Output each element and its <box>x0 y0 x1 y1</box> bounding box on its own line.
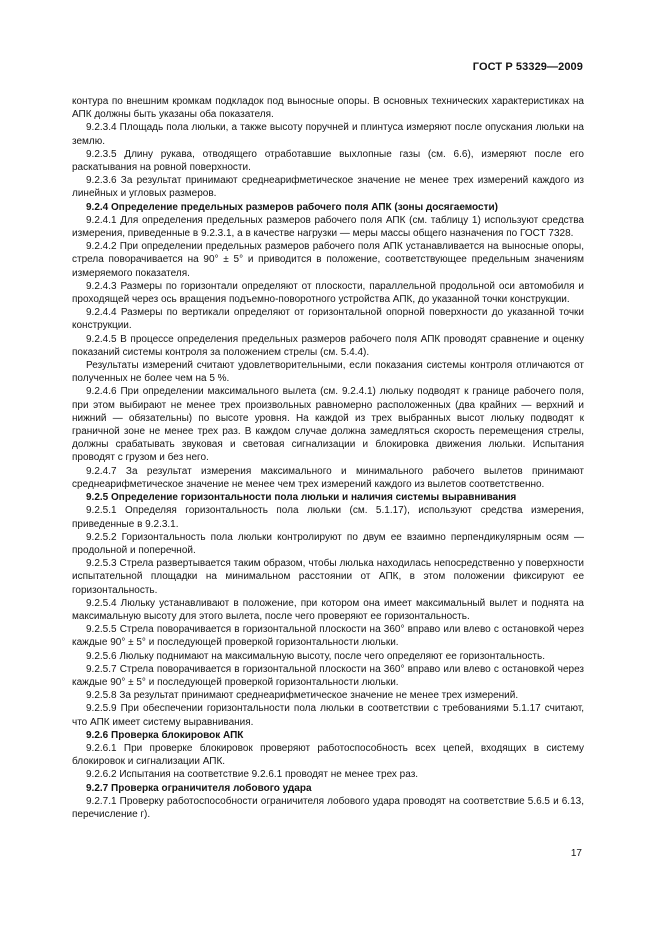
paragraph: 9.2.4.2 При определении предельных размеров рабочего поля АПК устанавливается на выносные опоры, стрела поворачивается на 90° ± 5° и приводится в положение, соответствующее предельным значениям измеряемого показателя. <box>72 241 584 279</box>
section-heading: 9.2.7 Проверка ограничителя лобового удара <box>86 782 312 794</box>
paragraph: 9.2.5.6 Люльку поднимают на максимальную высоту, после чего определяют ее горизонтальность. <box>86 650 545 662</box>
paragraph: 9.2.4.7 За результат измерения максимального и минимального рабочего вылетов принимают среднеарифметическое значение не менее чем трех измерений каждого из вылетов соответственно. <box>72 465 584 490</box>
paragraph: 9.2.3.5 Длину рукава, отводящего отработавшие выхлопные газы (см. 6.6), измеряют после его раскатывания на ровной поверхности. <box>72 148 584 174</box>
paragraph: 9.2.5.8 За результат принимают среднеарифметическое значение не менее трех измерений. <box>86 690 519 702</box>
section-heading: 9.2.4 Определение предельных размеров рабочего поля АПК (зоны досягаемости) <box>86 201 498 213</box>
paragraph: 9.2.4.5 В процессе определения предельных размеров рабочего поля АПК проводят сравнение и оценку показаний системы контроля за положением стрелы (см. 5.4.4). <box>72 333 584 358</box>
paragraph: 9.2.4.4 Размеры по вертикали определяют от горизонтальной опорной поверхности до указанной точки конструкции. <box>72 307 584 332</box>
section-heading: 9.2.5 Определение горизонтальности пола люльки и наличия системы выравнивания <box>86 492 517 504</box>
page-number: 17 <box>570 848 582 859</box>
paragraph: контура по внешним кромкам подкладок под выносные опоры. В основных технических характеристиках на АПК должны быть указаны оба показателя. <box>72 96 584 121</box>
paragraph: 9.2.5.3 Стрела развертывается таким образом, чтобы люлька находилась непосредственно у поверхности испытательной площадки на минимальном расстоянии от АПК, в этом положении фиксируют ее горизонтальность. <box>72 558 584 596</box>
paragraph: 9.2.5.5 Стрела поворачивается в горизонтальной плоскости на 360° вправо или влево с остановкой через каждые 90° ± 5° и последующей проверкой горизонтальности люльки. <box>72 624 584 649</box>
paragraph: 9.2.5.2 Горизонтальность пола люльки контролируют по двум ее взаимно перпендикулярным осям — продольной и поперечной. <box>72 531 584 556</box>
paragraph: 9.2.5.9 При обеспечении горизонтальности пола люльки в соответствии с требованиями 5.1.17 считают, что АПК имеет систему выравнивания. <box>72 703 584 728</box>
paragraph: 9.2.6.2 Испытания на соответствие 9.2.6.1 проводят не менее трех раз. <box>86 769 419 781</box>
standard-header: ГОСТ Р 53329—2009 <box>472 61 583 73</box>
paragraph: 9.2.7.1 Проверку работоспособности ограничителя лобового удара проводят на соответствие 5.6.5 и 6.13, перечисление г). <box>72 795 584 820</box>
paragraph: 9.2.5.7 Стрела поворачивается в горизонтальной плоскости на 360° вправо или влево с остановкой через каждые 90° ± 5° и последующей проверкой горизонтальности люльки. <box>72 663 584 688</box>
paragraph: 9.2.3.6 За результат принимают среднеарифметическое значение не менее трех измерений каждого из линейных и угловых размеров. <box>72 175 584 200</box>
document-body <box>72 95 584 821</box>
paragraph: 9.2.4.3 Размеры по горизонтали определяют от плоскости, параллельной продольной оси автомобиля и проходящей через ось вращения подъемно-поворотного устройства АПК, до указанной точки конструкции. <box>72 280 584 306</box>
section-heading: 9.2.6 Проверка блокировок АПК <box>86 729 244 741</box>
paragraph: 9.2.6.1 При проверке блокировок проверяют работоспособность всех цепей, входящих в систему блокировок и сигнализации АПК. <box>72 742 584 768</box>
paragraph: 9.2.5.4 Люльку устанавливают в положение, при котором она имеет максимальный вылет и поднята на максимальную высоту для этого вылета, после чего проверяют ее горизонтальность. <box>72 597 584 622</box>
paragraph: 9.2.5.1 Определяя горизонтальность пола люльки (см. 5.1.17), используют средства измерения, приведенные в 9.2.3.1. <box>72 505 584 530</box>
paragraph: 9.2.4.1 Для определения предельных размеров рабочего поля АПК (см. таблицу 1) используют средства измерения, приведенные в 9.2.3.1, а в качестве нагрузки — меры массы общего назначения по ГОСТ 7328. <box>72 214 584 240</box>
paragraph: 9.2.4.6 При определении максимального вылета (см. 9.2.4.1) люльку подводят к границе рабочего поля, при этом выбирают не менее трех произвольных равномерно расположенных (два крайних — верхний и нижний — обязательны) по высоте уровня. На каждой из трех выбранных высот люльку подводят к граничной зоне не менее трех раз. В каждом случае должна замедляться скорость перемещения стрелы, должны срабатывать звуковая и световая сигнализации и блокировка движения люльки. Испытания проводят с грузом и без него. <box>72 386 584 464</box>
paragraph: Результаты измерений считают удовлетворительными, если показания системы контроля отличаются от полученных не более чем на 5 %. <box>72 360 584 385</box>
paragraph: 9.2.3.4 Площадь пола люльки, а также высоту поручней и плинтуса измеряют после опускания люльки на землю. <box>72 122 584 147</box>
